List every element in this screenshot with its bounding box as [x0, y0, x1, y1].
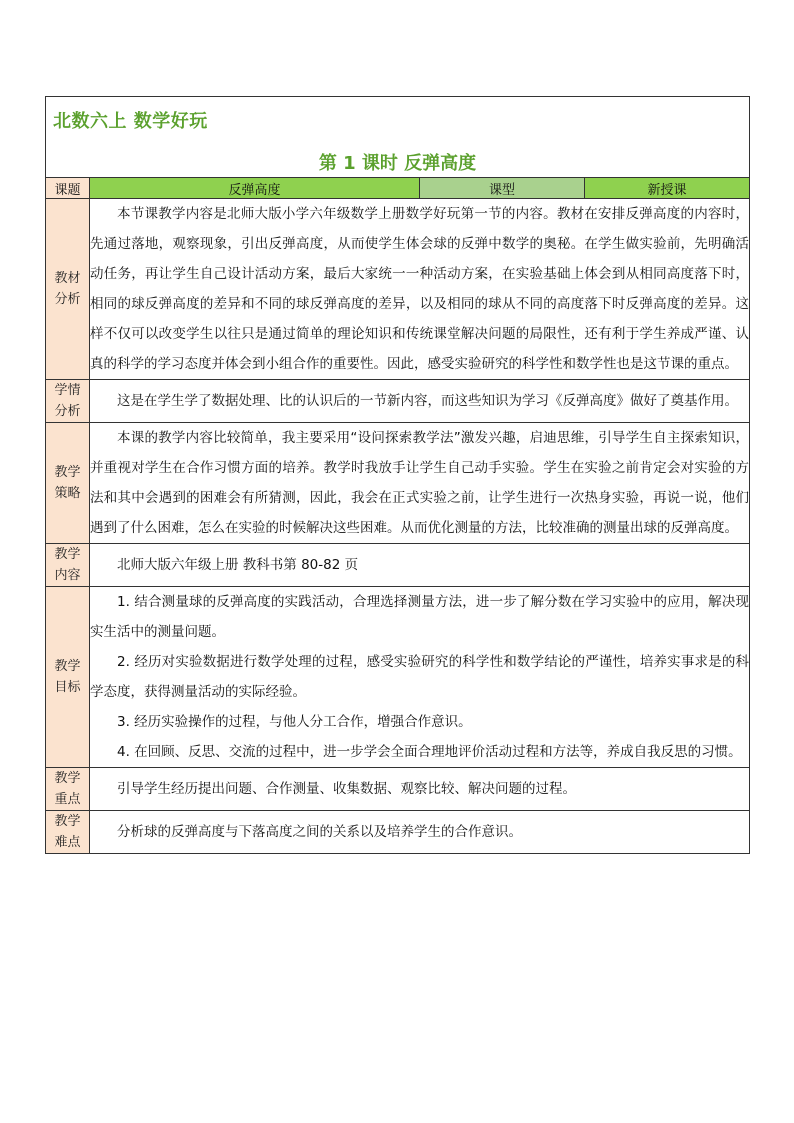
goals-label-line-2: 目标: [54, 680, 81, 695]
content-content: [90, 544, 750, 587]
difficulty-label-line-1: 教学: [54, 814, 81, 829]
learners-label-line-2: 分析: [54, 404, 81, 419]
learners-label: [46, 380, 90, 423]
difficulty-text: 分析球的反弹高度与下落高度之间的关系以及培养学生的合作意识。: [117, 824, 522, 840]
goals-label: [46, 587, 90, 768]
difficulty-label-line-2: 难点: [54, 835, 81, 850]
analysis-text: 本节课教学内容是北师大版小学六年级数学上册数学好玩第一节的内容。教材在安排反弹高度的内容时，先通过落地，观察现象，引出反弹高度，从而使学生体会球的反弹中数学的奥秘。在学生做实验前，先明确活动任务，再让学生自己设计活动方案，最后大家统一一种活动方案，在实验基础上体会到从相同高度落下时，相同的球反弹高度的差异和不同的球反弹高度的差异，以及相同的球从不同的高度落下时反弹高度的差异。这样不仅可以改变学生以往只是通过简单的理论知识和传统课堂解决问题的局限性，还有利于学生养成严谨、认真的科学的学习态度并体会到小组合作的重要性。因此，感受实验研究的科学性和数学性也是这节课的重点。: [90, 206, 749, 372]
strategy-label: [46, 423, 90, 544]
key-label-line-1: 教学: [54, 771, 81, 786]
learners-text: 这是在学生学了数据处理、比的认识后的一节新内容，而这些知识为学习《反弹高度》做好了奠基作用。: [117, 393, 738, 409]
analysis-label-line-1: 教材: [54, 271, 81, 286]
type-label: 课型: [420, 178, 585, 199]
content-label-line-1: 教学: [54, 547, 81, 562]
type-value: 新授课: [585, 178, 750, 199]
strategy-text: 本课的教学内容比较简单，我主要采用“设问探索教学法”激发兴趣，启迪思维，引导学生自主探索知识，并重视对学生在合作习惯方面的培养。教学时我放手让学生自己动手实验。学生在实验之前肯定会对实验的方法和其中会遇到的困难会有所猜测，因此，我会在正式实验之前，让学生进行一次热身实验，再说一说，他们遇到了什么困难，怎么在实验的时候解决这些困难。从而优化测量的方法，比较准确的测量出球的反弹高度。: [90, 430, 749, 536]
difficulty-label: [46, 811, 90, 854]
key-content: [90, 768, 750, 811]
learners-label-line-1: 学情: [54, 383, 81, 398]
goals-content: [90, 587, 750, 768]
goal-item: 1. 结合测量球的反弹高度的实践活动，合理选择测量方法，进一步了解分数在学习实验中的应用，解决现实生活中的测量问题。: [90, 594, 749, 640]
goals-label-line-1: 教学: [54, 659, 81, 674]
key-text: 引导学生经历提出问题、合作测量、收集数据、观察比较、解决问题的过程。: [117, 781, 576, 797]
content-text: 北师大版六年级上册 教科书第 80-82 页: [117, 557, 359, 573]
content-label-line-2: 内容: [54, 568, 81, 583]
analysis-label-line-2: 分析: [54, 292, 81, 307]
document-header: [46, 97, 750, 178]
strategy-content: [90, 423, 750, 544]
content-label: [46, 544, 90, 587]
goal-item: 4. 在回顾、反思、交流的过程中，进一步学会全面合理地评价活动过程和方法等，养成自我反思的习惯。: [117, 744, 742, 760]
topic-label: 课题: [46, 178, 90, 199]
analysis-content: [90, 199, 750, 380]
analysis-label: [46, 199, 90, 380]
goal-item: 2. 经历对实验数据进行数学处理的过程，感受实验研究的科学性和数学结论的严谨性，培养实事求是的科学态度，获得测量活动的实际经验。: [90, 654, 749, 700]
lesson-plan-sheet: [45, 96, 749, 854]
lesson-title: 第 1 课时 反弹高度: [318, 153, 477, 174]
lesson-plan-table: [45, 96, 750, 854]
goal-item: 3. 经历实验操作的过程，与他人分工合作，增强合作意识。: [117, 714, 472, 730]
strategy-label-line-2: 策略: [54, 486, 81, 501]
series-title: 北数六上 数学好玩: [53, 111, 208, 132]
learners-content: [90, 380, 750, 423]
key-label-line-2: 重点: [54, 792, 81, 807]
strategy-label-line-1: 教学: [54, 465, 81, 480]
key-label: [46, 768, 90, 811]
difficulty-content: [90, 811, 750, 854]
topic-value: 反弹高度: [90, 178, 420, 199]
